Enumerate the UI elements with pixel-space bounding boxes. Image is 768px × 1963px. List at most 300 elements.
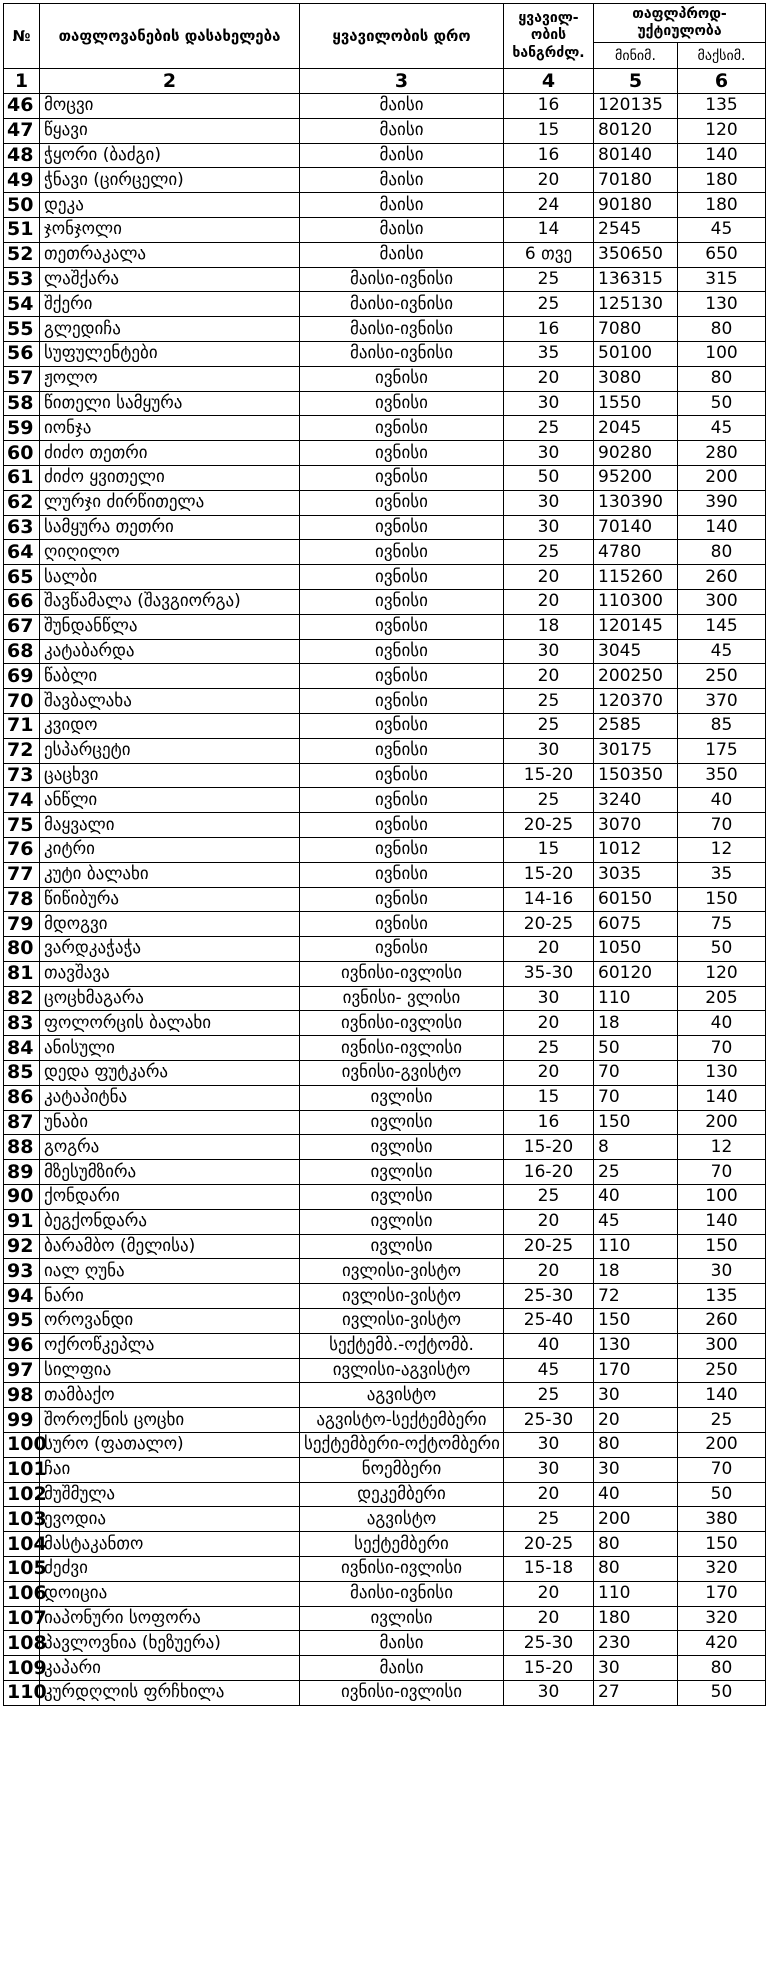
flowering-duration: 25 [504,713,594,738]
plant-name: ფოლორცის ბალახი [40,1011,300,1036]
productivity-min: 120145 [594,614,678,639]
plant-name: კაპარი [40,1656,300,1681]
productivity-min: 50100 [594,341,678,366]
productivity-max: 100 [678,341,766,366]
table-row [4,763,766,788]
flowering-time: ივლისი [300,1606,504,1631]
table-row [4,1408,766,1433]
row-number: 71 [4,713,40,738]
header-minimum: მინიმ. [594,43,678,69]
table-row [4,614,766,639]
flowering-duration: 30 [504,515,594,540]
table-row [4,788,766,813]
flowering-duration: 16 [504,143,594,168]
productivity-min: 136315 [594,267,678,292]
productivity-min: 3035 [594,862,678,887]
row-number: 53 [4,267,40,292]
flowering-time: ივნისი-ივლისი [300,961,504,986]
productivity-min: 90280 [594,441,678,466]
flowering-time: სექტემბერი-ოქტომბერი [300,1433,504,1458]
row-number: 90 [4,1185,40,1210]
header-flowering-time: ყვავილობის დრო [300,4,504,69]
row-number: 47 [4,118,40,143]
plant-name: მდოგვი [40,912,300,937]
productivity-min: 4780 [594,540,678,565]
flowering-time: ივნისი [300,639,504,664]
row-number: 103 [4,1507,40,1532]
plant-name: იაპონური სოფორა [40,1606,300,1631]
row-number: 63 [4,515,40,540]
row-number: 80 [4,937,40,962]
flowering-time: ივნისი [300,738,504,763]
flowering-duration: 30 [504,639,594,664]
productivity-max: 50 [678,1482,766,1507]
productivity-min: 3240 [594,788,678,813]
row-number: 85 [4,1061,40,1086]
table-row [4,1110,766,1135]
productivity-max: 120 [678,961,766,986]
flowering-time: ივნისი [300,565,504,590]
productivity-min: 230 [594,1631,678,1656]
table-row [4,1383,766,1408]
plant-name: შავწამალა (შავგიორგა) [40,589,300,614]
flowering-duration: 15-20 [504,1656,594,1681]
flowering-duration: 35-30 [504,961,594,986]
table-row [4,1656,766,1681]
plant-name: დედა ფუტკარა [40,1061,300,1086]
productivity-max: 140 [678,1209,766,1234]
flowering-duration: 6 თვე [504,242,594,267]
flowering-time: სექტემბ.-ოქტომბ. [300,1333,504,1358]
plant-name: სამყურა თეთრი [40,515,300,540]
flowering-time: ივნისი [300,862,504,887]
flowering-time: ივნისი [300,912,504,937]
productivity-max: 80 [678,1656,766,1681]
plant-name: იონჯა [40,416,300,441]
plant-name: კუტი ბალახი [40,862,300,887]
flowering-time: ივნისი [300,540,504,565]
productivity-max: 150 [678,887,766,912]
productivity-max: 140 [678,1383,766,1408]
plant-name: კატაბარდა [40,639,300,664]
flowering-duration: 45 [504,1358,594,1383]
productivity-max: 25 [678,1408,766,1433]
productivity-min: 8 [594,1135,678,1160]
flowering-time: აგვისტო [300,1383,504,1408]
productivity-max: 145 [678,614,766,639]
table-row [4,1036,766,1061]
row-number: 77 [4,862,40,887]
plant-name: ცაცხვი [40,763,300,788]
productivity-max: 45 [678,416,766,441]
productivity-min: 150350 [594,763,678,788]
productivity-max: 300 [678,589,766,614]
flowering-duration: 30 [504,1457,594,1482]
flowering-duration: 20 [504,1259,594,1284]
plant-name: ლურჯი ძირწითელა [40,490,300,515]
flowering-time: ივნისი-გვისტო [300,1061,504,1086]
productivity-max: 180 [678,168,766,193]
productivity-max: 85 [678,713,766,738]
flowering-duration: 25 [504,1185,594,1210]
flowering-time: მაისი [300,168,504,193]
table-row [4,193,766,218]
flowering-duration: 30 [504,738,594,763]
productivity-min: 2585 [594,713,678,738]
header-flowering-duration: ყვავილ-ობის ხანგრძლ. [504,4,594,69]
flowering-time: ივლისი [300,1110,504,1135]
plant-name: ბარამბო (მელისა) [40,1234,300,1259]
table-row [4,1259,766,1284]
header-plant-name: თაფლოვანების დასახელება [40,4,300,69]
productivity-max: 260 [678,1309,766,1334]
plant-name: ჯონჯოლი [40,217,300,242]
plant-name: უნაბი [40,1110,300,1135]
row-number: 75 [4,813,40,838]
table-row [4,1185,766,1210]
row-number: 95 [4,1309,40,1334]
plant-name: ცოცხმაგარა [40,986,300,1011]
flowering-time: ივნისი [300,813,504,838]
productivity-min: 110300 [594,589,678,614]
productivity-min: 3045 [594,639,678,664]
flowering-time: ივნისი-ივლისი [300,1681,504,1706]
productivity-min: 25 [594,1160,678,1185]
row-number: 107 [4,1606,40,1631]
table-row [4,1135,766,1160]
table-row [4,1309,766,1334]
table-row [4,118,766,143]
flowering-time: ივნისი-ივლისი [300,1011,504,1036]
productivity-max: 140 [678,143,766,168]
plant-name: ქონდარი [40,1185,300,1210]
table-row [4,912,766,937]
productivity-max: 80 [678,366,766,391]
flowering-time: ივნისი [300,490,504,515]
productivity-min: 110 [594,1234,678,1259]
row-number: 98 [4,1383,40,1408]
flowering-duration: 20 [504,1482,594,1507]
productivity-max: 135 [678,94,766,119]
flowering-duration: 30 [504,1681,594,1706]
row-number: 83 [4,1011,40,1036]
table-row [4,242,766,267]
flowering-duration: 25 [504,788,594,813]
productivity-min: 70140 [594,515,678,540]
productivity-max: 100 [678,1185,766,1210]
productivity-max: 200 [678,465,766,490]
plant-name: კიტრი [40,837,300,862]
productivity-min: 200250 [594,664,678,689]
row-number: 56 [4,341,40,366]
productivity-min: 60120 [594,961,678,986]
row-number: 94 [4,1284,40,1309]
plant-name: იალ ღუნა [40,1259,300,1284]
flowering-time: ივნისი [300,887,504,912]
productivity-min: 150 [594,1110,678,1135]
table-row [4,713,766,738]
flowering-duration: 20 [504,1606,594,1631]
row-number: 64 [4,540,40,565]
productivity-min: 30175 [594,738,678,763]
flowering-time: აგვისტო-სექტემბერი [300,1408,504,1433]
table-row [4,465,766,490]
row-number: 88 [4,1135,40,1160]
row-number: 102 [4,1482,40,1507]
column-index: 2 [40,69,300,94]
productivity-min: 80 [594,1433,678,1458]
plant-name: ჭნავი (ცირცელი) [40,168,300,193]
productivity-max: 320 [678,1557,766,1582]
flowering-duration: 20-25 [504,1234,594,1259]
row-number: 96 [4,1333,40,1358]
flowering-duration: 20 [504,664,594,689]
flowering-time: დეკემბერი [300,1482,504,1507]
productivity-max: 300 [678,1333,766,1358]
row-number: 105 [4,1557,40,1582]
flowering-time: მაისი-ივნისი [300,267,504,292]
flowering-duration: 50 [504,465,594,490]
flowering-time: ივლისი [300,1160,504,1185]
table-row [4,1631,766,1656]
table-row [4,94,766,119]
table-row [4,1557,766,1582]
flowering-time: ივნისი [300,515,504,540]
flowering-time: მაისი [300,217,504,242]
table-row [4,738,766,763]
flowering-time: სექტემბერი [300,1532,504,1557]
flowering-time: ივლისი-აგვისტო [300,1358,504,1383]
productivity-max: 12 [678,1135,766,1160]
row-number: 66 [4,589,40,614]
table-row [4,1507,766,1532]
row-number: 73 [4,763,40,788]
flowering-duration: 25 [504,292,594,317]
row-number: 74 [4,788,40,813]
flowering-duration: 16 [504,1110,594,1135]
flowering-duration: 25-30 [504,1408,594,1433]
plant-name: ძიძო თეთრი [40,441,300,466]
plant-name: ღიღილო [40,540,300,565]
productivity-max: 320 [678,1606,766,1631]
flowering-duration: 20 [504,1209,594,1234]
row-number: 89 [4,1160,40,1185]
plant-name: მასტაკანთო [40,1532,300,1557]
productivity-min: 40 [594,1482,678,1507]
flowering-time: მაისი [300,193,504,218]
plant-name: ჟოლო [40,366,300,391]
table-row [4,1209,766,1234]
productivity-max: 280 [678,441,766,466]
productivity-max: 130 [678,292,766,317]
header-number: № [4,4,40,69]
productivity-max: 420 [678,1631,766,1656]
row-number: 61 [4,465,40,490]
plant-name: წყავი [40,118,300,143]
plant-name: ძეძვი [40,1557,300,1582]
productivity-max: 30 [678,1259,766,1284]
productivity-min: 6075 [594,912,678,937]
table-row [4,391,766,416]
header-maximum: მაქსიმ. [678,43,766,69]
flowering-duration: 15-20 [504,763,594,788]
plant-name: შუნდანწლა [40,614,300,639]
productivity-min: 50 [594,1036,678,1061]
flowering-time: ივნისი [300,366,504,391]
productivity-min: 125130 [594,292,678,317]
table-row [4,961,766,986]
productivity-min: 110 [594,986,678,1011]
table-row [4,1085,766,1110]
flowering-time: მაისი [300,1656,504,1681]
plant-name: ნარი [40,1284,300,1309]
flowering-time: ივნისი [300,937,504,962]
flowering-duration: 25 [504,416,594,441]
flowering-time: ივნისი [300,689,504,714]
flowering-time: ივლისი [300,1209,504,1234]
productivity-min: 45 [594,1209,678,1234]
table-row [4,986,766,1011]
productivity-min: 80140 [594,143,678,168]
table-row [4,1061,766,1086]
flowering-duration: 30 [504,490,594,515]
plant-name: შქერი [40,292,300,317]
header-honey-productivity: თაფლპროდ-უქტიულობა [594,4,766,43]
productivity-max: 370 [678,689,766,714]
productivity-min: 70 [594,1085,678,1110]
flowering-time: ივლისი [300,1085,504,1110]
plant-name: ანწლი [40,788,300,813]
flowering-time: ნოემბერი [300,1457,504,1482]
productivity-max: 35 [678,862,766,887]
plant-name: ვარდკაჭაჭა [40,937,300,962]
table-row [4,639,766,664]
plant-name: თეთრაკალა [40,242,300,267]
table-row [4,317,766,342]
table-row [4,1606,766,1631]
flowering-duration: 40 [504,1333,594,1358]
flowering-duration: 16 [504,94,594,119]
productivity-max: 650 [678,242,766,267]
row-number: 49 [4,168,40,193]
productivity-max: 40 [678,1011,766,1036]
flowering-duration: 24 [504,193,594,218]
productivity-max: 380 [678,1507,766,1532]
productivity-min: 120135 [594,94,678,119]
flowering-duration: 20-25 [504,1532,594,1557]
flowering-duration: 25-30 [504,1631,594,1656]
productivity-min: 120370 [594,689,678,714]
plant-name: ჭყორი (ბაძგი) [40,143,300,168]
flowering-duration: 25 [504,267,594,292]
productivity-max: 12 [678,837,766,862]
flowering-duration: 30 [504,1433,594,1458]
productivity-min: 40 [594,1185,678,1210]
flowering-time: მაისი [300,143,504,168]
productivity-max: 390 [678,490,766,515]
column-index: 1 [4,69,40,94]
flowering-duration: 30 [504,986,594,1011]
flowering-time: ივნისი- ვლისი [300,986,504,1011]
table-row [4,565,766,590]
productivity-max: 250 [678,664,766,689]
plant-name: ოროვანდი [40,1309,300,1334]
row-number: 70 [4,689,40,714]
productivity-min: 70180 [594,168,678,193]
table-row [4,1681,766,1706]
productivity-min: 27 [594,1681,678,1706]
productivity-max: 350 [678,763,766,788]
productivity-max: 50 [678,937,766,962]
flowering-duration: 14 [504,217,594,242]
plant-name: ოქროწკეპლა [40,1333,300,1358]
table-header [4,4,766,94]
flowering-duration: 30 [504,441,594,466]
column-index: 6 [678,69,766,94]
plant-name: ძიძო ყვითელი [40,465,300,490]
plant-name: წაბლი [40,664,300,689]
flowering-time: ივლისი-ვისტო [300,1259,504,1284]
productivity-min: 3070 [594,813,678,838]
flowering-time: ივნისი [300,465,504,490]
flowering-duration: 25 [504,540,594,565]
table-row [4,589,766,614]
row-number: 50 [4,193,40,218]
table-row [4,1457,766,1482]
productivity-max: 40 [678,788,766,813]
productivity-min: 2045 [594,416,678,441]
productivity-max: 70 [678,1457,766,1482]
plant-name: კურდღლის ფრჩხილა [40,1681,300,1706]
flowering-time: ივლისი [300,1185,504,1210]
productivity-min: 150 [594,1309,678,1334]
row-number: 62 [4,490,40,515]
table-row [4,862,766,887]
productivity-min: 30 [594,1457,678,1482]
row-number: 67 [4,614,40,639]
column-index: 3 [300,69,504,94]
flowering-duration: 16 [504,317,594,342]
flowering-time: მაისი [300,1631,504,1656]
productivity-min: 1012 [594,837,678,862]
productivity-max: 45 [678,217,766,242]
productivity-min: 2545 [594,217,678,242]
flowering-duration: 20 [504,168,594,193]
honey-plants-table-container [3,3,765,1706]
productivity-min: 110 [594,1581,678,1606]
row-number: 99 [4,1408,40,1433]
row-number: 86 [4,1085,40,1110]
flowering-duration: 15-20 [504,1135,594,1160]
row-number: 60 [4,441,40,466]
productivity-max: 205 [678,986,766,1011]
productivity-min: 350650 [594,242,678,267]
flowering-time: ივნისი [300,664,504,689]
row-number: 57 [4,366,40,391]
plant-name: მუშმულა [40,1482,300,1507]
table-row [4,937,766,962]
productivity-max: 250 [678,1358,766,1383]
table-row [4,515,766,540]
productivity-min: 200 [594,1507,678,1532]
flowering-duration: 25 [504,1507,594,1532]
productivity-max: 45 [678,639,766,664]
productivity-max: 70 [678,1036,766,1061]
plant-name: დოიცია [40,1581,300,1606]
plant-name: ჩაი [40,1457,300,1482]
flowering-time: ივნისი [300,589,504,614]
table-row [4,887,766,912]
